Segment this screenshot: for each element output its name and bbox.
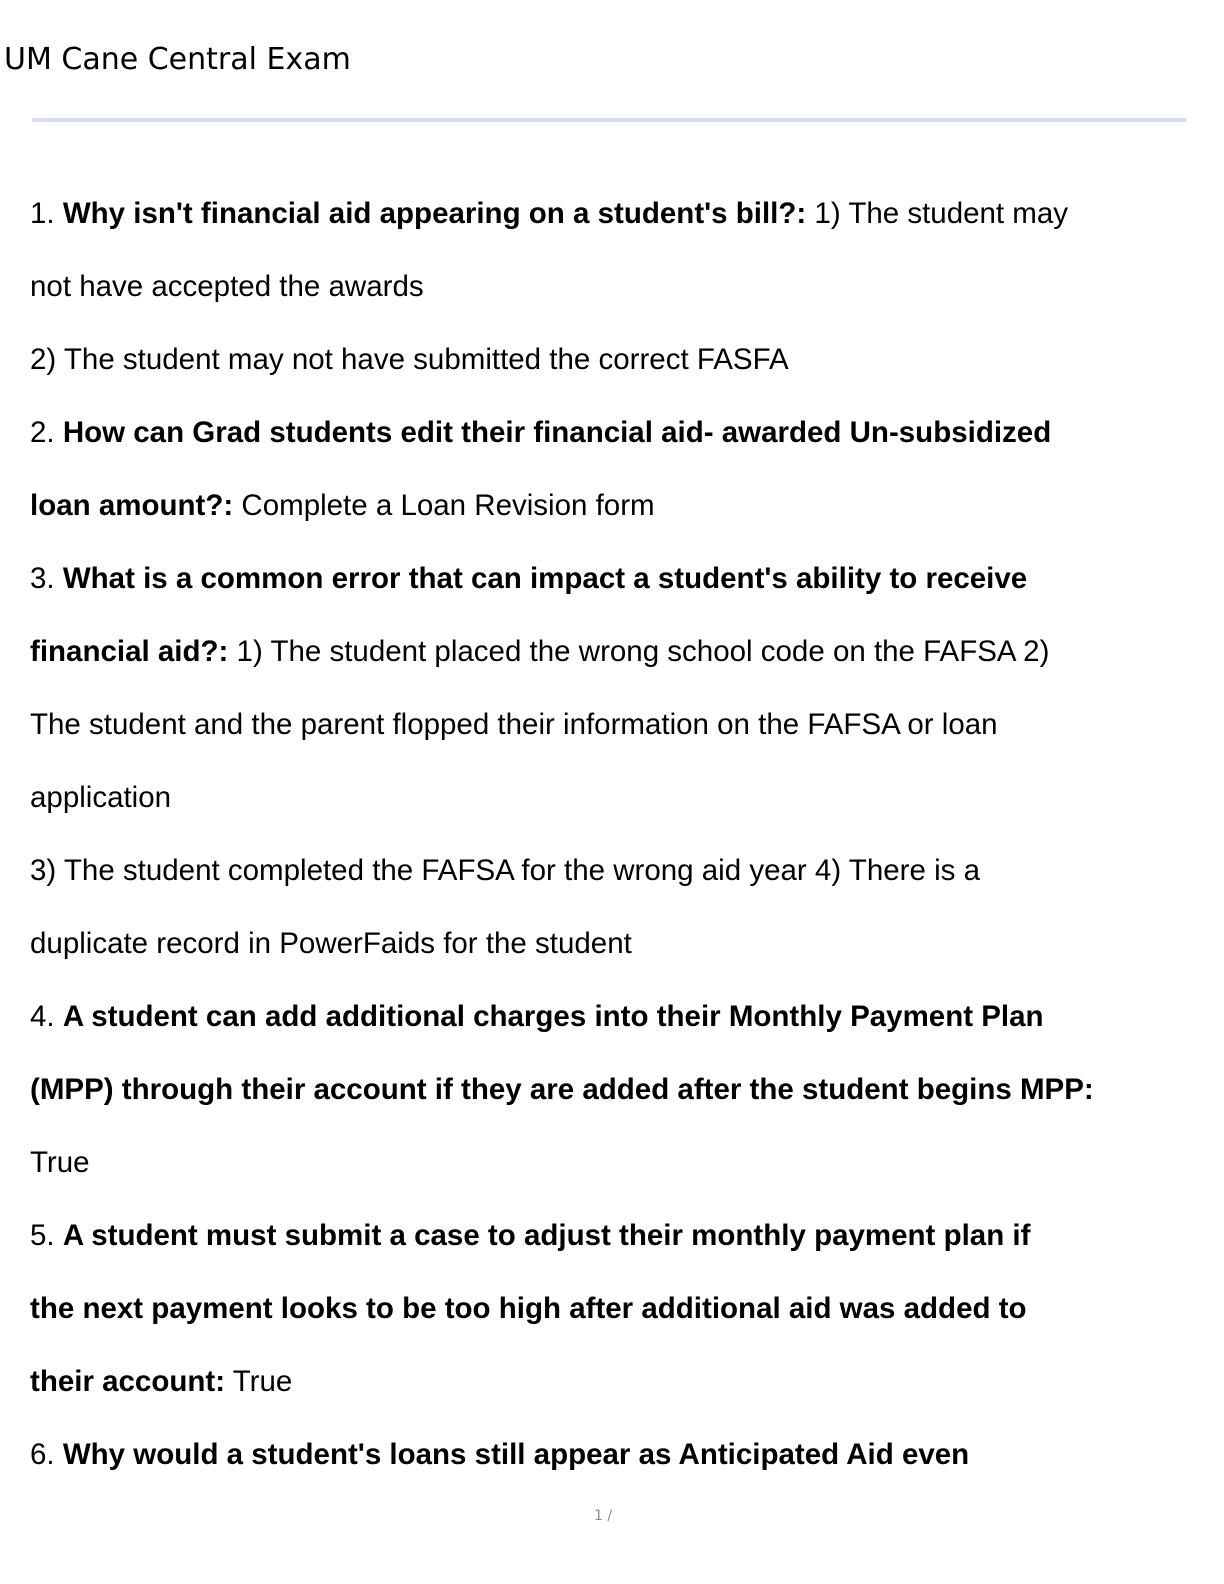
page-number: 1 / [594, 1508, 613, 1524]
answer-line [30, 688, 1190, 761]
question-line [30, 1272, 1190, 1345]
answer-text: 1) The student may [814, 197, 1069, 230]
item-number: 6. [30, 1438, 55, 1471]
question-line [30, 469, 1190, 542]
qa-list [30, 177, 1190, 1491]
answer-text: True [30, 1146, 90, 1179]
answer-text: Complete a Loan Revision form [241, 489, 655, 522]
item-number: 2. [30, 416, 55, 449]
list-item [30, 1199, 1190, 1272]
answer-line [30, 761, 1190, 834]
answer-text: True [232, 1365, 293, 1398]
answer-text: The student and the parent flopped their information on the FAFSA or loan [30, 708, 998, 741]
question-text: their account: [30, 1365, 226, 1398]
item-number: 4. [30, 1000, 55, 1033]
question-text: What is a common error that can impact a student's ability to receive [62, 562, 1028, 595]
answer-text: 3) The student completed the FAFSA for the wrong aid year 4) There is a [30, 854, 980, 887]
list-item [30, 980, 1190, 1053]
answer-text: 1) The student placed the wrong school code on the FAFSA 2) [236, 635, 1050, 668]
answer-line [30, 250, 1190, 323]
item-number: 5. [30, 1219, 55, 1252]
question-text: financial aid?: [30, 635, 229, 668]
answer-line [30, 834, 1190, 907]
header-divider [32, 118, 1186, 122]
question-text: Why isn't financial aid appearing on a student's bill?: [62, 197, 807, 230]
answer-line [30, 1126, 1190, 1199]
question-line [30, 1053, 1190, 1126]
question-line [30, 615, 1190, 688]
answer-text: duplicate record in PowerFaids for the student [30, 927, 632, 960]
question-text: loan amount?: [30, 489, 234, 522]
list-item [30, 1418, 1190, 1491]
list-item [30, 177, 1190, 250]
question-text: A student must submit a case to adjust their monthly payment plan if [62, 1219, 1031, 1252]
question-text: the next payment looks to be too high after additional aid was added to [30, 1292, 1027, 1325]
question-text: A student can add additional charges into their Monthly Payment Plan [62, 1000, 1044, 1033]
page-title: UM Cane Central Exam [4, 42, 351, 77]
answer-text: application [30, 781, 172, 814]
question-text: How can Grad students edit their financial aid- awarded Un-subsidized [62, 416, 1052, 449]
item-number: 3. [30, 562, 55, 595]
answer-line [30, 907, 1190, 980]
answer-text: 2) The student may not have submitted the correct FASFA [30, 343, 789, 376]
list-item [30, 396, 1190, 469]
item-number: 1. [30, 197, 55, 230]
answer-line [30, 323, 1190, 396]
answer-text: not have accepted the awards [30, 270, 424, 303]
question-text: (MPP) through their account if they are added after the student begins MPP: [30, 1073, 1094, 1106]
question-line [30, 1345, 1190, 1418]
list-item [30, 542, 1190, 615]
question-text: Why would a student's loans still appear as Anticipated Aid even [62, 1438, 970, 1471]
